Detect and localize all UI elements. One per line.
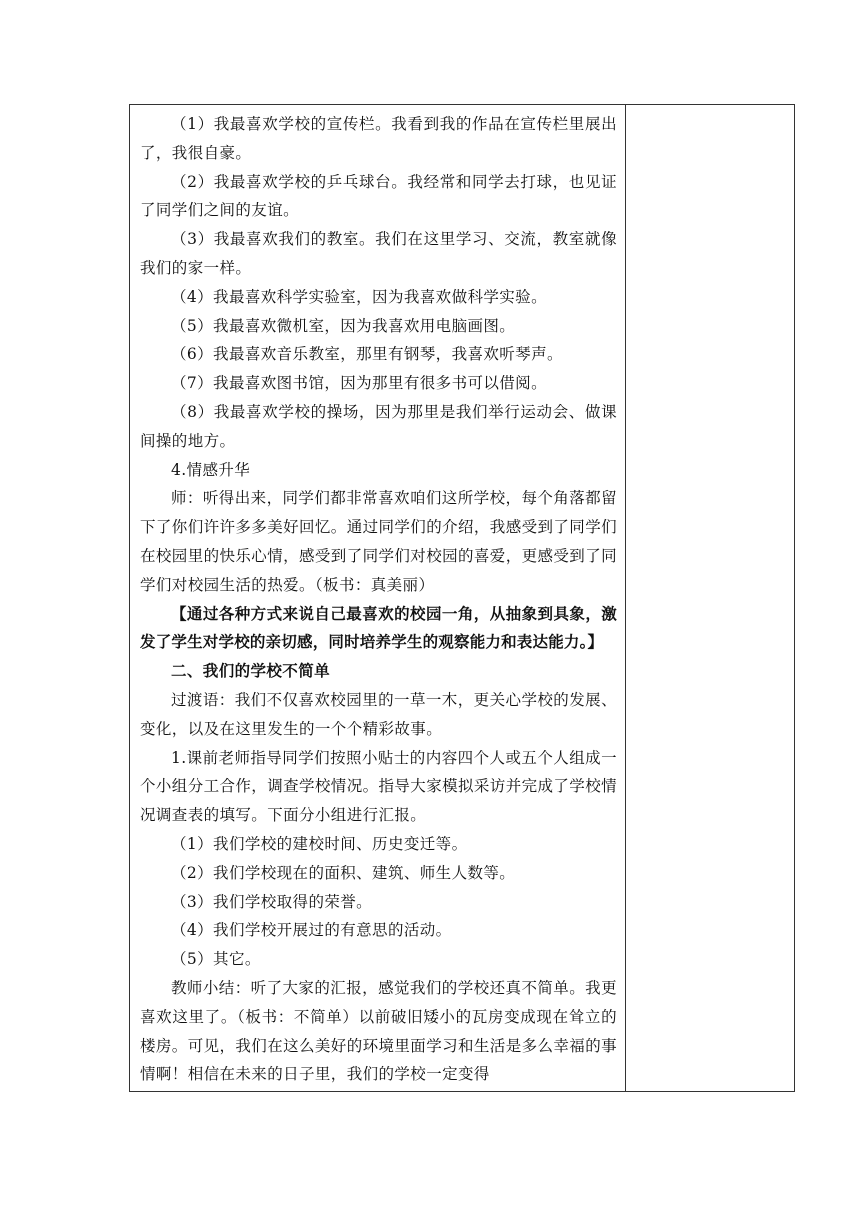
notes-cell [626,105,795,1092]
transition-text: 过渡语：我们不仅喜欢校园里的一草一木，更关心学校的发展、变化，以及在这里发生的一个个精彩故事。 [140,690,617,738]
lesson-content [130,105,625,1089]
report-item-2: （2）我们学校现在的面积、建筑、师生人数等。 [171,863,516,882]
paragraph-item-2: （2）我最喜欢学校的乒乓球台。我经常和同学去打球，也见证了同学们之间的友谊。 [140,172,617,220]
paragraph-item-8: （8）我最喜欢学校的操场，因为那里是我们举行运动会、做课间操的地方。 [140,402,617,450]
paragraph-item-3: （3）我最喜欢我们的教室。我们在这里学习、交流，教室就像我们的家一样。 [140,230,617,277]
report-item-5: （5）其它。 [171,950,261,969]
activity-instruction: 1.课前老师指导同学们按照小贴士的内容四个人或五个人组成一个小组分工合作，调查学校情况。指导大家模拟采访并完成了学校情况调查表的填写。下面分小组进行汇报。 [140,748,618,825]
teacher-remark: 师：听得出来，同学们都非常喜欢咱们这所学校，每个角落都留下了你们许许多多美好回忆。通过同学们的介绍，我感受到了同学们在校园里的快乐心情，感受到了同学们对校园的喜爱，更感受到了同学们对校园生活的热爱。（板书：真美丽） [140,489,618,594]
report-item-4: （4）我们学校开展过的有意思的活动。 [171,921,452,940]
content-cell [130,105,626,1092]
paragraph-item-5: （5）我最喜欢微机室，因为我喜欢用电脑画图。 [171,316,516,335]
report-item-3: （3）我们学校取得的荣誉。 [171,892,373,911]
teacher-summary: 教师小结：听了大家的汇报，感觉我们的学校还真不简单。我更喜欢这里了。（板书：不简单）以前破旧矮小的瓦房变成现在耸立的楼房。可见，我们在这么美好的环境里面学习和生活是多么幸福的事情啊！相信在未来的日子里，我们的学校一定变得 [140,978,618,1084]
table-row [130,105,795,1092]
section-heading: 二、我们的学校不简单 [171,662,331,681]
design-note: 【通过各种方式来说自己最喜欢的校园一角，从抽象到具象，激发了学生对学校的亲切感，同时培养学生的观察能力和表达能力。】 [140,604,617,652]
paragraph-item-7: （7）我最喜欢图书馆，因为那里有很多书可以借阅。 [171,374,547,393]
paragraph-item-6: （6）我最喜欢音乐教室，那里有钢琴，我喜欢听琴声。 [171,345,563,364]
paragraph-item-1: （1）我最喜欢学校的宣传栏。我看到我的作品在宣传栏里展出了，我很自豪。 [140,115,617,162]
report-item-1: （1）我们学校的建校时间、历史变迁等。 [171,834,468,853]
subsection-title: 4.情感升华 [171,460,251,479]
lesson-table [129,104,795,1092]
paragraph-item-4: （4）我最喜欢科学实验室，因为我喜欢做科学实验。 [171,287,547,306]
